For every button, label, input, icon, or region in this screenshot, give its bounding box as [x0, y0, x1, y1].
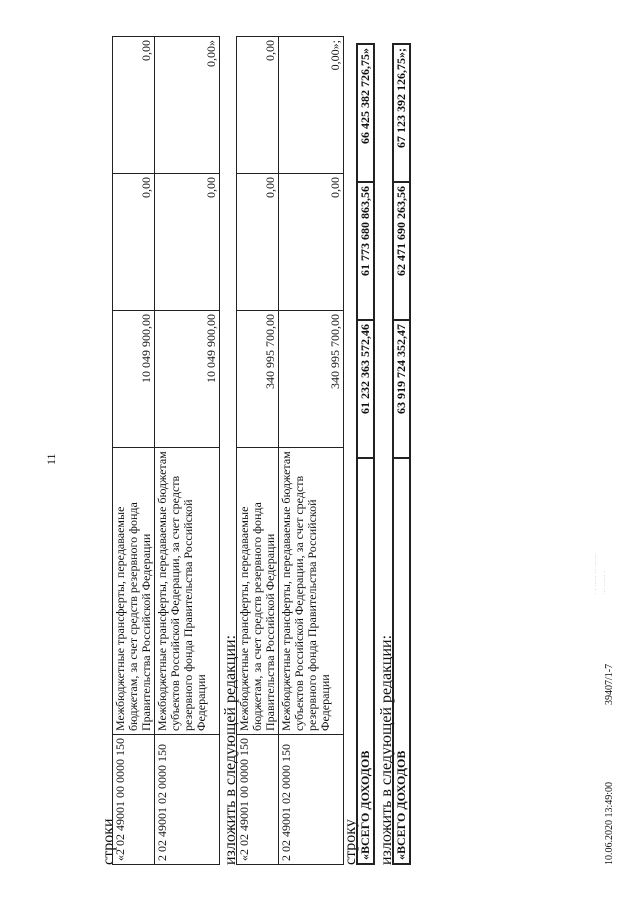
- table-new-transfers: [236, 36, 344, 865]
- table-old-transfers: [112, 36, 220, 865]
- label-new-edition: изложить в следующей редакции:: [378, 634, 395, 865]
- cell-value-2: 0,00: [155, 174, 220, 311]
- cell-value-1: 10 049 900,00: [155, 311, 220, 448]
- cell-value-2: 0,00: [237, 174, 279, 311]
- cell-value-3: 0,00»;: [279, 37, 344, 174]
- table-row: [113, 37, 155, 865]
- cell-value-1: 10 049 900,00: [113, 311, 155, 448]
- cell-value-3: 67 123 392 126,75»;: [393, 44, 410, 182]
- cell-desc: Межбюджетные трансферты, передаваемые бюджетам, за счет средств резервного фонда Правительства Российской Федерации: [113, 448, 155, 735]
- cell-total-label: «ВСЕГО ДОХОДОВ: [393, 458, 410, 864]
- cell-value-2: 61 773 680 863,56: [357, 182, 374, 320]
- label-new-edition: изложить в следующей редакции:: [222, 634, 239, 865]
- cell-value-3: 0,00: [237, 37, 279, 174]
- cell-value-1: 340 995 700,00: [237, 311, 279, 448]
- table-row: [393, 44, 410, 864]
- label-stroki: строки: [100, 818, 117, 865]
- cell-code: 2 02 49001 02 0000 150: [279, 735, 344, 865]
- table-total-old: [356, 43, 375, 865]
- cell-value-2: 0,00: [279, 174, 344, 311]
- table-row: [279, 37, 344, 865]
- table-row: [357, 44, 374, 864]
- footer-datetime: 10.06.2020 13:49:00: [604, 781, 615, 865]
- cell-code: «2 02 49001 00 0000 150: [237, 735, 279, 865]
- cell-value-1: 63 919 724 352,47: [393, 320, 410, 458]
- table-row: [155, 37, 220, 865]
- cell-value-1: 340 995 700,00: [279, 311, 344, 448]
- footer-doc-id: 39407/1-7: [604, 663, 615, 705]
- cell-desc: Межбюджетные трансферты, передаваемые бюджетам субъектов Российской Федерации, за счет средств резервного фонда Правительства Российской Федерации: [279, 448, 344, 735]
- cell-code: «2 02 49001 00 0000 150: [113, 735, 155, 865]
- cell-value-2: 62 471 690 263,56: [393, 182, 410, 320]
- cell-desc: Межбюджетные трансферты, передаваемые бюджетам, за счет средств резервного фонда Правительства Российской Федерации: [237, 448, 279, 735]
- cell-total-label: «ВСЕГО ДОХОДОВ: [357, 458, 374, 864]
- label-stroku: строку: [342, 819, 359, 865]
- cell-value-2: 0,00: [113, 174, 155, 311]
- faint-stamp: · · ····· ·· ······ ··· ····· ·: [592, 553, 609, 595]
- table-row: [237, 37, 279, 865]
- table-total-new: [392, 43, 411, 865]
- cell-desc: Межбюджетные трансферты, передаваемые бюджетам субъектов Российской Федерации, за счет средств резервного фонда Правительства Российской Федерации: [155, 448, 220, 735]
- cell-value-3: 0,00»: [155, 37, 220, 174]
- cell-value-3: 0,00: [113, 37, 155, 174]
- cell-value-3: 66 425 382 726,75»: [357, 44, 374, 182]
- cell-code: 2 02 49001 02 0000 150: [155, 735, 220, 865]
- page-number: 11: [44, 453, 58, 465]
- cell-value-1: 61 232 363 572,46: [357, 320, 374, 458]
